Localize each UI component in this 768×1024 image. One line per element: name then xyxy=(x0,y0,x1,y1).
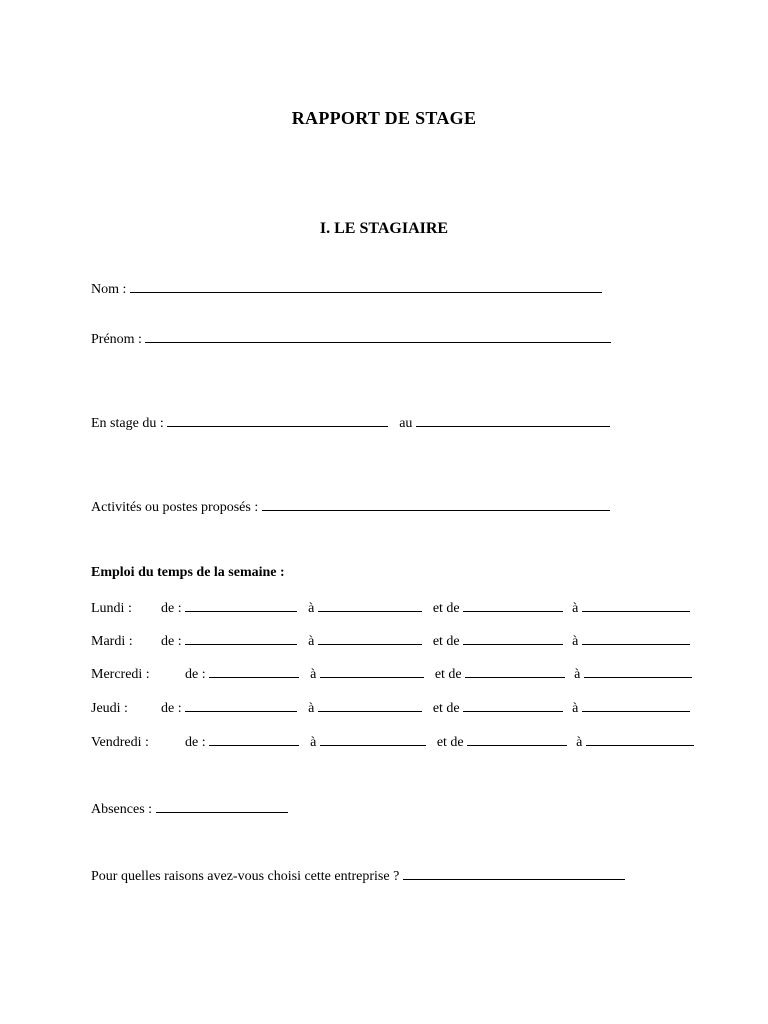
a-label: à xyxy=(572,601,579,616)
activites-label: Activités ou postes proposés : xyxy=(91,500,259,515)
prenom-row xyxy=(91,329,611,349)
a-label: à xyxy=(308,634,315,649)
absences-label: Absences : xyxy=(91,802,153,817)
document-title: RAPPORT DE STAGE xyxy=(291,108,477,128)
mardi-end-1-field[interactable] xyxy=(318,631,422,645)
mercredi-end-1-field[interactable] xyxy=(320,664,424,678)
de-label: de : xyxy=(185,735,206,750)
absences-field[interactable] xyxy=(156,799,288,813)
mercredi-start-1-field[interactable] xyxy=(209,664,299,678)
de-label: de : xyxy=(161,634,182,649)
day-label-vendredi: Vendredi : xyxy=(91,735,149,750)
de-label: de : xyxy=(161,601,182,616)
stage-dates-row xyxy=(91,413,610,433)
stage-start-field[interactable] xyxy=(167,413,388,427)
a-label: à xyxy=(308,701,315,716)
stage-du-label: En stage du : xyxy=(91,416,164,431)
mercredi-end-2-field[interactable] xyxy=(584,664,692,678)
a-label: à xyxy=(310,667,317,682)
stage-end-field[interactable] xyxy=(416,413,610,427)
a-label: à xyxy=(310,735,317,750)
a-label: à xyxy=(572,701,579,716)
raisons-row xyxy=(91,866,625,886)
activites-field[interactable] xyxy=(262,497,610,511)
de-label: de : xyxy=(185,667,206,682)
a-label: à xyxy=(574,667,581,682)
mercredi-start-2-field[interactable] xyxy=(465,664,565,678)
schedule-heading: Emploi du temps de la semaine : xyxy=(91,565,285,580)
mardi-start-1-field[interactable] xyxy=(185,631,297,645)
mardi-end-2-field[interactable] xyxy=(582,631,690,645)
nom-label: Nom : xyxy=(91,282,127,297)
day-label-mercredi: Mercredi : xyxy=(91,667,150,682)
jeudi-start-2-field[interactable] xyxy=(463,698,563,712)
jeudi-end-1-field[interactable] xyxy=(318,698,422,712)
prenom-label: Prénom : xyxy=(91,332,142,347)
a-label: à xyxy=(572,634,579,649)
lundi-start-1-field[interactable] xyxy=(185,598,297,612)
schedule-row-mercredi xyxy=(91,664,692,684)
schedule-row-jeudi xyxy=(91,698,690,718)
et-de-label: et de xyxy=(434,667,462,682)
vendredi-start-1-field[interactable] xyxy=(209,732,299,746)
mardi-start-2-field[interactable] xyxy=(463,631,563,645)
lundi-end-2-field[interactable] xyxy=(582,598,690,612)
et-de-label: et de xyxy=(432,601,460,616)
a-label: à xyxy=(576,735,583,750)
jeudi-start-1-field[interactable] xyxy=(185,698,297,712)
vendredi-end-2-field[interactable] xyxy=(586,732,694,746)
lundi-end-1-field[interactable] xyxy=(318,598,422,612)
nom-field[interactable] xyxy=(130,279,602,293)
prenom-field[interactable] xyxy=(145,329,611,343)
stage-au-label: au xyxy=(399,416,413,431)
schedule-row-lundi xyxy=(91,598,690,618)
raisons-label: Pour quelles raisons avez-vous choisi cette entreprise ? xyxy=(91,869,400,884)
vendredi-start-2-field[interactable] xyxy=(467,732,567,746)
activites-row xyxy=(91,497,610,517)
lundi-start-2-field[interactable] xyxy=(463,598,563,612)
section-title: I. LE STAGIAIRE xyxy=(319,220,449,237)
a-label: à xyxy=(308,601,315,616)
jeudi-end-2-field[interactable] xyxy=(582,698,690,712)
et-de-label: et de xyxy=(432,634,460,649)
day-label-lundi: Lundi : xyxy=(91,601,132,616)
de-label: de : xyxy=(161,701,182,716)
schedule-row-mardi xyxy=(91,631,690,651)
nom-row xyxy=(91,279,602,299)
absences-row xyxy=(91,799,288,819)
raisons-field[interactable] xyxy=(403,866,625,880)
day-label-jeudi: Jeudi : xyxy=(91,701,128,716)
day-label-mardi: Mardi : xyxy=(91,634,133,649)
vendredi-end-1-field[interactable] xyxy=(320,732,426,746)
schedule-row-vendredi xyxy=(91,732,694,752)
et-de-label: et de xyxy=(432,701,460,716)
et-de-label: et de xyxy=(436,735,464,750)
